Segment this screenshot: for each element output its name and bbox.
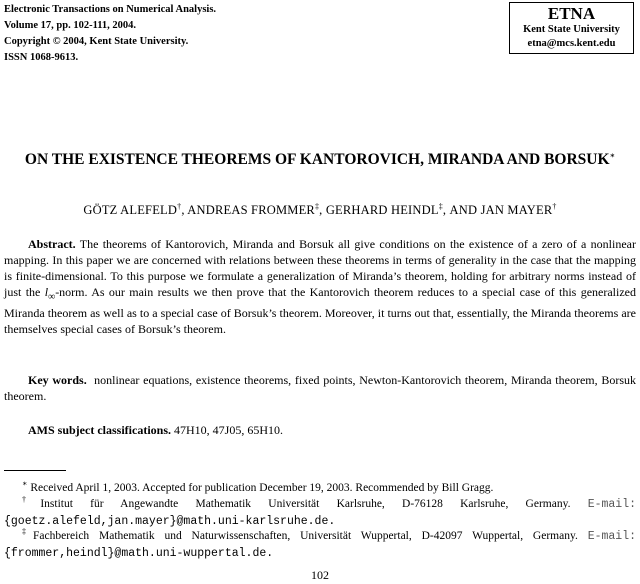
author-2-mark: ‡ (314, 201, 320, 211)
footnote-2-email[interactable]: {goetz.alefeld,jan.mayer}@math.uni-karlsruhe.de. (4, 515, 336, 528)
author-3-mark: ‡ (438, 201, 443, 211)
journal-volume: Volume 17, pp. 102-111, 2004. (4, 20, 137, 31)
keywords (4, 372, 636, 404)
author-3: GERHARD HEINDL (325, 203, 439, 217)
keywords-label: Key words. (28, 373, 87, 387)
footnote-2-text: Institut für Angewandte Mathematik Universität Karlsruhe, D-76128 Karlsruhe, Germany. (40, 498, 588, 510)
footnote-3-email[interactable]: {frommer,heindl}@math.uni-wuppertal.de. (4, 547, 274, 560)
paper-title (20, 150, 620, 170)
author-1-mark: † (177, 201, 182, 211)
abstract-text-1: The theorems of Kantorovich, Miranda and Borsuk all give conditions on the existence of a zero of a nonlinear mapping. In this paper we are concerned with relations between these theorems in terms of generality in the case that the mapping is finite-dimensional. To this purpose we formulate a generalization of Miranda’s theorem, holding for arbitrary norms instead of just the (4, 237, 636, 299)
footnote-wuppertal (4, 528, 636, 562)
journal-name: Electronic Transactions on Numerical Analysis. (4, 4, 217, 15)
norm-symbol: l (44, 285, 49, 299)
abstract (4, 236, 636, 337)
journal-copyright: Copyright © 2004, Kent State University. (4, 36, 189, 47)
norm-subscript: ∞ (48, 291, 56, 303)
footnote-1-mark: ∗ (22, 479, 28, 489)
footnote-1-text: Received April 1, 2003. Accepted for publication December 19, 2003. Recommended by Bill Gragg. (27, 482, 494, 494)
author-list: GÖTZ ALEFELD†, ANDREAS FROMMER‡, GERHARD HEINDL‡, AND JAN MAYER† (83, 201, 557, 217)
ams-text: 47H10, 47J05, 65H10. (174, 423, 284, 437)
title-footnote-mark: ∗ (609, 150, 616, 160)
ams-label: AMS subject classifications. (28, 423, 171, 437)
footnote-received (4, 480, 636, 496)
author-2: ANDREAS FROMMER (187, 203, 315, 217)
etna-email: etna@mcs.kent.edu (527, 38, 616, 49)
footnote-2-mark: † (22, 495, 41, 505)
author-1: GÖTZ ALEFELD (83, 203, 178, 217)
abstract-label: Abstract. (28, 237, 76, 251)
author-4: JAN MAYER (480, 203, 553, 217)
keywords-text: nonlinear equations, existence theorems, fixed points, Newton-Kantorovich theorem, Miranda theorem, Borsuk theorem. (4, 373, 636, 403)
page-number: 102 (311, 568, 329, 582)
footnote-3-mark: ‡ (22, 527, 33, 537)
footnote-2-email-label: E-mail: (587, 498, 636, 511)
etna-institution: Kent State University (523, 24, 620, 35)
author-and: AND (449, 203, 478, 217)
footnote-karlsruhe (4, 496, 636, 530)
footnote-3-email-label: E-mail: (587, 530, 636, 543)
journal-issn: ISSN 1068-9613. (4, 52, 79, 63)
abstract-text-2: -norm. As our main results we then prove that the Kantorovich theorem reduces to a special case of this generalized Miranda theorem as well as to a special case of Borsuk’s theorem. Moreover, it turns out that, essentially, the Miranda theorems are themselves special cases of Borsuk’s theorem. (4, 285, 636, 337)
footnote-rule (4, 470, 66, 471)
journal-header (4, 2, 216, 66)
etna-name: ETNA (547, 4, 596, 23)
author-4-mark: † (552, 201, 557, 211)
footnote-3-text: Fachbereich Mathematik und Naturwissenschaften, Universität Wuppertal, D-42097 Wuppertal, Germany. (32, 530, 588, 542)
ams-classifications (4, 422, 636, 438)
etna-box (509, 2, 634, 54)
paper-title-text: ON THE EXISTENCE THEOREMS OF KANTOROVICH, MIRANDA AND BORSUK (24, 151, 610, 168)
